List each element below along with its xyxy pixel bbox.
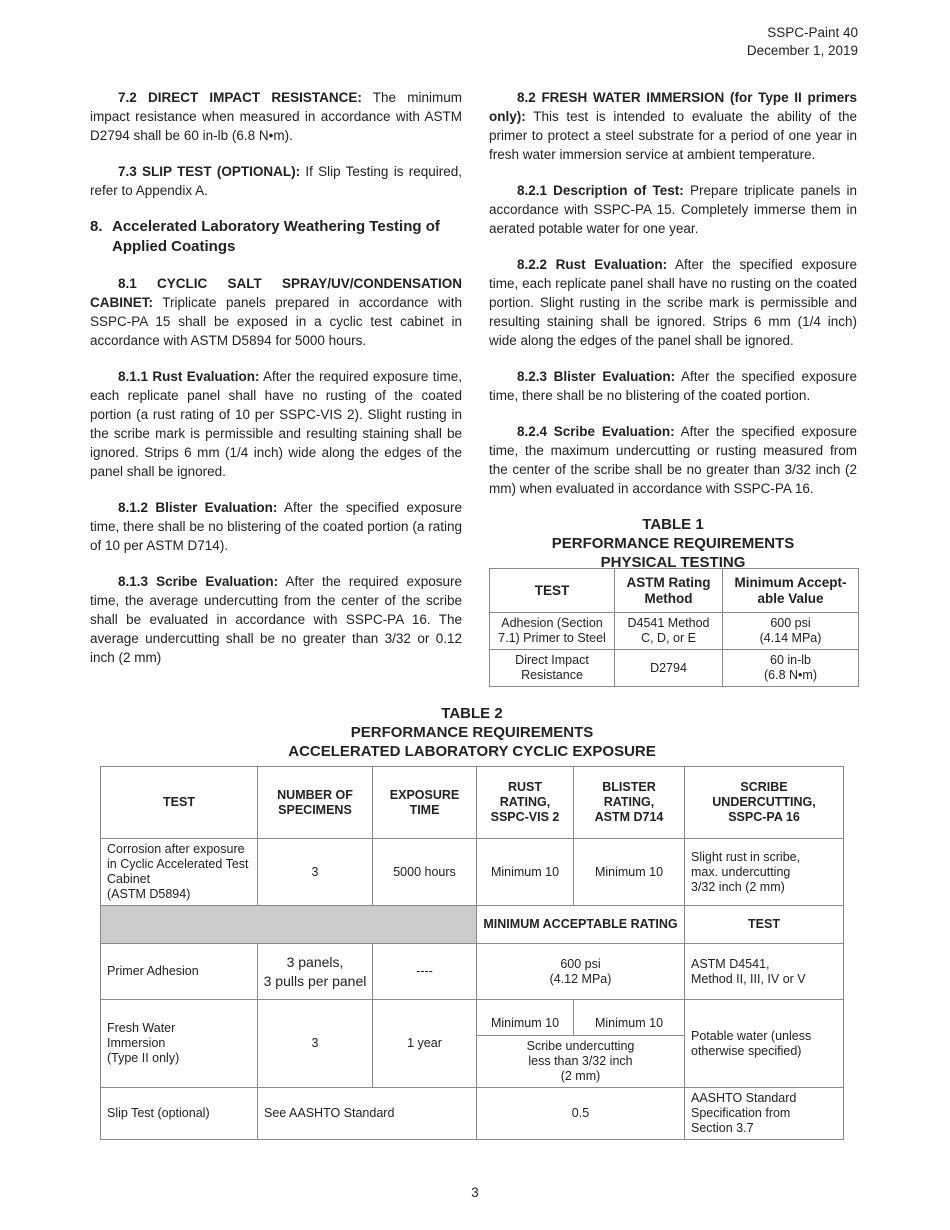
table2-subheader-min: MINIMUM ACCEPTABLE RATING	[477, 906, 685, 944]
para-8-2-1-title: 8.2.1 Description of Test:	[517, 183, 684, 198]
table2-subheader-test: TEST	[685, 906, 844, 944]
para-8-2-1-text: Prepare triplicate panels in accordance with SSPC-PA 15. Completely immerse them in aerated potable water for one year.	[489, 183, 857, 236]
para-8-2-3-title: 8.2.3 Blister Evaluation:	[517, 369, 676, 384]
table2-cell-corrosion-specimens: 3	[258, 839, 373, 906]
doc-date: December 1, 2019	[746, 43, 858, 58]
para-7-2-text: The minimum impact resistance when measured in accordance with ASTM D2794 shall be 60 in-lb (6.8 N•m).	[90, 90, 462, 143]
table2-cell-corrosion-rust: Minimum 10	[477, 839, 574, 906]
para-8-2-title: 8.2 FRESH WATER IMMERSION (for Type II primers only):	[489, 90, 857, 124]
para-7-2	[90, 88, 462, 145]
table-row	[101, 944, 844, 1000]
table-row	[490, 650, 859, 687]
para-8-1-text: Triplicate panels prepared in accordance with SSPC-PA 15 shall be exposed in a cyclic test cabinet in accordance with ASTM D5894 for 5000 hours.	[90, 295, 462, 348]
para-8-2-3-text: After the specified exposure time, there shall be no blistering of the coated portion.	[489, 369, 857, 403]
table1-cell-method: D2794	[615, 650, 723, 687]
table2-number: TABLE 2	[441, 705, 503, 722]
table2-header-rust: RUST RATING, SSPC-VIS 2	[477, 767, 574, 839]
para-8-2-4-title: 8.2.4 Scribe Evaluation:	[517, 424, 675, 439]
table2-cell-freshwater-rust: Minimum 10	[477, 1000, 574, 1036]
para-8-1-2	[90, 498, 462, 555]
page-number: 3	[471, 1185, 479, 1200]
para-8-2	[489, 88, 857, 164]
right-column	[489, 88, 857, 572]
table2-cell-freshwater-specimens: 3	[258, 1000, 373, 1088]
table-row	[101, 1000, 844, 1036]
table2-header-scribe: SCRIBE UNDERCUTTING, SSPC-PA 16	[685, 767, 844, 839]
section-8-title: Accelerated Laboratory Weathering Testing of Applied Coatings	[112, 218, 440, 255]
para-8-2-2-text: After the specified exposure time, each replicate panel shall have no rusting on the coated portion. Slight rusting in the scribe mark is permissible and resulting staining shall be ignored. Strips 6 mm (1/4 inch) wide along the edges of the panel shall be ignored.	[489, 257, 857, 348]
para-8-2-4-text: After the specified exposure time, the maximum undercutting or rusting measured from the center of the scribe shall be no greater than 3/32 inch (2 mm) when evaluated in accordance with SSPC-PA 16.	[489, 424, 858, 496]
table2-cell-slip-standard: See AASHTO Standard	[258, 1088, 477, 1140]
section-8-heading	[90, 217, 462, 257]
table2-header-test: TEST	[101, 767, 258, 839]
table2-cell-slip-reference: AASHTO Standard Specification from Section 3.7	[685, 1088, 844, 1140]
table2-subheader-row	[101, 906, 844, 944]
table2-cell-slip-value: 0.5	[477, 1088, 685, 1140]
para-8-1-2-text: After the specified exposure time, there shall be no blistering of the coated portion (a rating of 10 per ASTM D714).	[90, 500, 462, 553]
para-8-2-text: This test is intended to evaluate the ability of the primer to protect a steel substrate for a period of one year in fresh water immersion service at ambient temperature.	[489, 109, 857, 162]
para-7-2-title: 7.2 DIRECT IMPACT RESISTANCE:	[118, 90, 362, 105]
para-8-1	[90, 274, 462, 350]
para-7-3-title: 7.3 SLIP TEST (OPTIONAL):	[118, 164, 301, 179]
table-row	[490, 613, 859, 650]
table1-caption	[489, 515, 857, 572]
table2-cell-adhesion-test: Primer Adhesion	[101, 944, 258, 1000]
page-header	[747, 24, 858, 60]
table1-subtitle: PHYSICAL TESTING	[600, 554, 746, 571]
table2-caption	[100, 704, 844, 761]
table1-cell-test: Adhesion (Section 7.1) Primer to Steel	[490, 613, 615, 650]
table2-cell-adhesion-min: 600 psi (4.12 MPa)	[477, 944, 685, 1000]
table1-cell-method: D4541 Method C, D, or E	[615, 613, 723, 650]
para-8-1-1-text: After the required exposure time, each replicate panel shall have no rusting of the coated portion (a rust rating of 10 per SSPC-VIS 2). Slight rusting in the scribe mark is permissible and resulting staining shall be ignored. Strips 6 mm (1/4 inch) wide along the edges of the panel shall be ignored.	[90, 369, 462, 479]
para-8-1-1-title: 8.1.1 Rust Evaluation:	[118, 369, 260, 384]
table2-cell-corrosion-exposure: 5000 hours	[373, 839, 477, 906]
table2-header-row	[101, 767, 844, 839]
table2-cell-corrosion-test: Corrosion after exposure in Cyclic Accelerated Test Cabinet (ASTM D5894)	[101, 839, 258, 906]
para-8-2-4	[489, 422, 857, 498]
table2-cell-corrosion-blister: Minimum 10	[574, 839, 685, 906]
table2-subtitle: ACCELERATED LABORATORY CYCLIC EXPOSURE	[288, 743, 656, 760]
para-8-1-1	[90, 367, 462, 481]
table1-header-row	[490, 569, 859, 613]
para-8-1-title: 8.1 CYCLIC SALT SPRAY/UV/CONDENSATION CABINET:	[90, 276, 462, 310]
table2-header-exposure: EXPOSURE TIME	[373, 767, 477, 839]
table2-title: PERFORMANCE REQUIREMENTS	[350, 724, 594, 741]
table1-header-min: Minimum Accept- able Value	[723, 569, 859, 613]
table2-cell-freshwater-scribe: Scribe undercutting less than 3/32 inch (2 mm)	[477, 1036, 685, 1088]
table2-cell-adhesion-method: ASTM D4541, Method II, III, IV or V	[685, 944, 844, 1000]
table1-cell-test: Direct Impact Resistance	[490, 650, 615, 687]
table2-header-blister: BLISTER RATING, ASTM D714	[574, 767, 685, 839]
table2-header-specimens: NUMBER OF SPECIMENS	[258, 767, 373, 839]
para-8-2-3	[489, 367, 857, 405]
para-8-2-2-title: 8.2.2 Rust Evaluation:	[517, 257, 668, 272]
table1-cell-min: 600 psi (4.14 MPa)	[723, 613, 859, 650]
para-8-2-2	[489, 255, 857, 350]
left-column	[90, 88, 462, 684]
para-8-1-3-title: 8.1.3 Scribe Evaluation:	[118, 574, 279, 589]
table2-cell-freshwater-exposure: 1 year	[373, 1000, 477, 1088]
para-8-2-1	[489, 181, 857, 238]
table1-header-method: ASTM Rating Method	[615, 569, 723, 613]
table1-number: TABLE 1	[642, 516, 704, 533]
para-8-1-2-title: 8.1.2 Blister Evaluation:	[118, 500, 278, 515]
table1-header-test: TEST	[490, 569, 615, 613]
para-7-3	[90, 162, 462, 200]
table2-cell-corrosion-scribe: Slight rust in scribe, max. undercutting 3/32 inch (2 mm)	[685, 839, 844, 906]
table2-cell-freshwater-test: Fresh Water Immersion (Type II only)	[101, 1000, 258, 1088]
table-row	[101, 839, 844, 906]
para-8-1-3-text: After the required exposure time, the average undercutting from the center of the scribe shall be evaluated in accordance with SSPC-PA 16. The average undercutting shall be no greater than 3/32 or 0.12 inch (2 mm)	[90, 574, 462, 665]
table-row	[101, 1088, 844, 1140]
table2-cell-adhesion-specimens: 3 panels, 3 pulls per panel	[258, 944, 373, 1000]
table2-cell-freshwater-blister: Minimum 10	[574, 1000, 685, 1036]
table1	[489, 568, 859, 687]
para-8-1-3	[90, 572, 462, 667]
section-8-number: 8.	[90, 218, 103, 235]
table1-title: PERFORMANCE REQUIREMENTS	[551, 535, 795, 552]
para-7-3-text: If Slip Testing is required, refer to Appendix A.	[90, 164, 462, 198]
table2-cell-adhesion-exposure: ----	[373, 944, 477, 1000]
table2	[100, 766, 844, 1140]
table2-cell-freshwater-condition: Potable water (unless otherwise specified)	[685, 1000, 844, 1088]
table1-cell-min: 60 in-lb (6.8 N•m)	[723, 650, 859, 687]
table2-grey-cell	[101, 906, 477, 944]
doc-id: SSPC-Paint 40	[767, 25, 858, 40]
table2-cell-slip-test: Slip Test (optional)	[101, 1088, 258, 1140]
